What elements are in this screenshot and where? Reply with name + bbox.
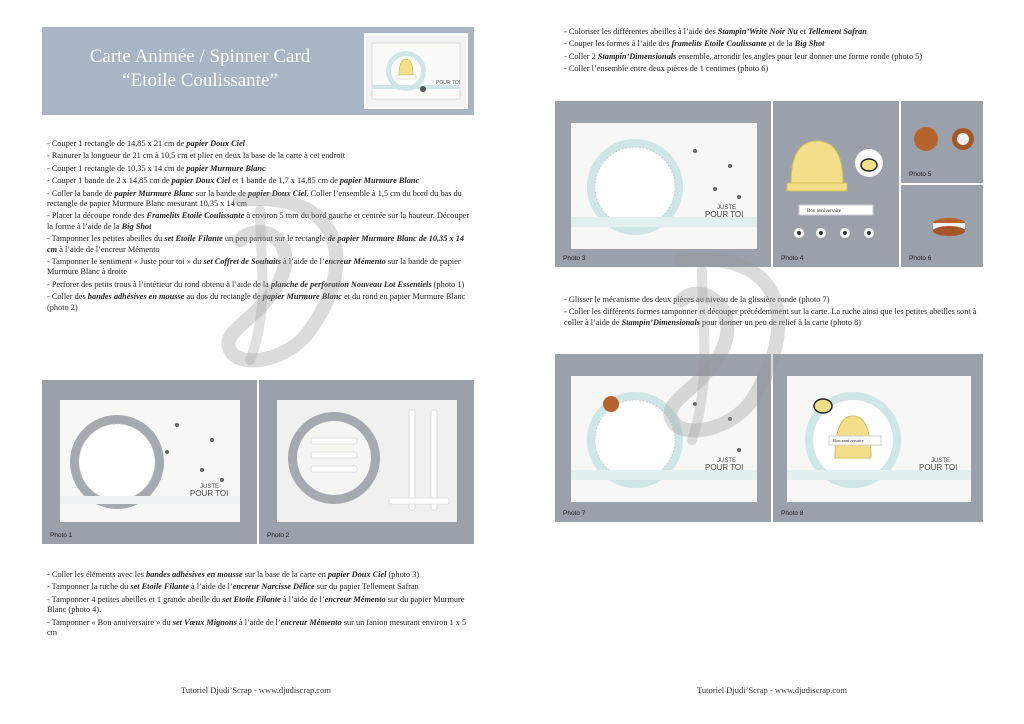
photo-8-caption: Photo 8	[781, 510, 804, 517]
instruction-text: à l’aide de l’	[188, 582, 233, 592]
instruction-emphasis: set Coffret de Souhaits	[203, 257, 281, 267]
instruction-emphasis: set Vœux Mignons	[172, 617, 237, 627]
instruction-emphasis: Big Shot	[121, 221, 152, 231]
instruction-text: sur du papier Tellement Safran	[314, 582, 419, 592]
instruction-text: - Tamponner la ruche du	[47, 582, 131, 592]
instruction-text: sur la base de la carte en	[242, 570, 328, 579]
instruction-text: et du rond en papier Murmure Blanc (photo 2)	[47, 292, 466, 312]
instruction-text: - Tamponner 4 petites abeilles et 1 grande abeille du	[47, 594, 223, 604]
photo-6	[901, 185, 983, 267]
instruction-item	[47, 618, 473, 639]
instruction-item	[47, 280, 473, 290]
instruction-text: et	[797, 27, 808, 36]
instruction-text: - Tamponner les petites abeilles du	[47, 234, 165, 244]
instruction-emphasis: encreur Mémento	[324, 594, 386, 604]
header-card-thumbnail	[364, 33, 468, 109]
instruction-text: (photo 3)	[386, 570, 420, 579]
svg-text:POUR TOI: POUR TOI	[436, 80, 460, 86]
instruction-item	[564, 307, 994, 328]
instruction-item	[47, 211, 473, 232]
instruction-text: à environ 5 mm du bord gauche et centrée sur la hauteur. Découper la forme à l’aide de la	[47, 211, 470, 231]
instruction-text: à l’aide de l’encreur Mémento	[57, 244, 160, 254]
instruction-emphasis: bandes adhésives en mousse	[146, 570, 243, 579]
photo-8	[773, 354, 983, 522]
instruction-item	[47, 292, 473, 313]
instruction-emphasis: Big Shot	[794, 39, 825, 49]
photo-7-caption: Photo 7	[563, 510, 586, 517]
instruction-text: - Coloriser les différentes abeilles à l’aide des	[564, 27, 718, 36]
instruction-emphasis: bandes adhésives en mousse	[87, 292, 185, 302]
instruction-text: - Rainurer la longueur de 21 cm à 10,5 cm et plier en deux la base de la carte à cet endroit	[47, 151, 346, 161]
instruction-item	[47, 595, 473, 616]
instruction-text: - Couper 1 rectangle de 14,85 x 21 cm de	[47, 139, 187, 148]
instruction-emphasis: Framelits Etoile Coulissante	[146, 211, 245, 221]
photo-8-text-pour-toi: POUR TOI	[919, 463, 958, 472]
instruction-item	[47, 164, 473, 174]
instruction-text: - Coller 2	[564, 51, 598, 61]
instruction-text: et de la	[766, 39, 795, 49]
instruction-item	[47, 151, 473, 161]
instruction-text: un peu partout sur le rectangle	[222, 234, 328, 244]
instruction-item	[47, 234, 473, 255]
instruction-text: - Coller des	[47, 292, 88, 302]
instruction-emphasis: papier Doux Ciel	[186, 139, 245, 148]
photo-1-caption: Photo 1	[50, 532, 73, 539]
instruction-emphasis: planche de perforation Nouveau Lot Essentiels	[270, 279, 432, 289]
photo-3-text-pour-toi: POUR TOI	[705, 210, 744, 219]
instruction-text: sur la bande de papier Murmure Blanc à droite	[47, 257, 461, 277]
instruction-text: (photo 1)	[431, 279, 465, 289]
photo-1	[42, 380, 257, 544]
photo-7	[555, 354, 771, 522]
instruction-emphasis: papier Murmure Blanc	[262, 292, 343, 302]
instruction-text: - Couper les formes à l’aide des	[564, 39, 672, 49]
instruction-item	[47, 176, 473, 186]
instruction-emphasis: papier Doux Ciel	[247, 188, 307, 198]
instructions-list-4	[564, 295, 994, 330]
instruction-item	[47, 257, 473, 278]
photo-6-caption: Photo 6	[909, 255, 932, 262]
photo-3-text-juste: JUSTE	[717, 205, 737, 211]
instruction-text: - Placer la découpe ronde des	[47, 211, 147, 221]
title-line-1: Carte Animée / Spinner Card	[89, 46, 311, 67]
title-line-2: “Etoile Coulissante”	[122, 70, 278, 91]
instruction-item	[564, 52, 994, 62]
photo-7-text-pour-toi: POUR TOI	[705, 463, 744, 472]
instruction-emphasis: set Etoile Filante	[130, 582, 189, 592]
instruction-text: sur la bande de	[193, 188, 248, 198]
instruction-text: pour donner un peu de relief à la carte (photo 8)	[699, 317, 862, 327]
instruction-text: - Perforer des petits trous à l’intérieur du rond obtenu à l’aide de la	[47, 279, 271, 289]
photo-2	[259, 380, 474, 544]
instruction-emphasis: Stampin’Dimensionals	[597, 51, 677, 61]
photo-7-text-juste: JUSTE	[717, 458, 737, 464]
instruction-text: - Coller la bande de	[47, 188, 115, 198]
instruction-text: - Coller les différents formes tamponner et découper précédemment sur la carte. La ruche ainsi que les petites abeilles sont à coller à l’aide de	[564, 307, 977, 327]
photo-5-caption: Photo 5	[909, 171, 932, 178]
instruction-emphasis: papier Murmure Blanc	[339, 176, 420, 186]
instruction-emphasis: encreur Mémento	[324, 257, 386, 267]
instruction-text: - Couper 1 bande de 2 x 14,85 cm de	[47, 176, 172, 186]
instruction-item	[47, 189, 473, 210]
instruction-text: - Coller l’ensemble entre deux pièces de 1 centimes (photo 6)	[564, 64, 769, 74]
photo-1-text-pour-toi: POUR TOI	[190, 489, 229, 498]
instruction-item	[47, 139, 473, 149]
photo-2-caption: Photo 2	[267, 532, 290, 539]
right-page	[512, 0, 1024, 724]
instruction-item	[564, 64, 994, 74]
instruction-text: au dos du rectangle de	[184, 292, 263, 302]
photo-5	[901, 101, 983, 183]
photo-8-text-juste: JUSTE	[931, 458, 951, 464]
instruction-text: - Couper 1 rectangle de 10,35 x 14 cm de	[47, 163, 187, 173]
photo-4-text-bon-anniversaire: Bon anniversaire	[807, 209, 842, 214]
page-title	[50, 45, 350, 93]
photo-1-text-juste: JUSTE	[200, 484, 220, 490]
instruction-text: - Coller les éléments avec les	[47, 570, 147, 579]
photo-8-text-bon-anniversaire: Bon anniversaire	[833, 438, 864, 443]
instruction-item	[47, 582, 473, 592]
footer-right: Tutoriel Djudi’Scrap - www.djudiscrap.com	[697, 685, 847, 695]
photo-4-caption: Photo 4	[781, 255, 804, 262]
instruction-text: à l’aide de l’	[280, 257, 325, 267]
instruction-text: - Glisser le mécanisme des deux pièces au niveau de la glissière ronde (photo 7)	[564, 295, 830, 304]
instruction-text: à l’aide de l’	[236, 617, 281, 627]
instruction-item	[564, 39, 994, 49]
photo-4	[773, 101, 899, 267]
instruction-emphasis: papier Murmure Blanc	[186, 163, 266, 173]
instruction-emphasis: papier Murmure Blanc	[114, 188, 194, 198]
instructions-list-2	[47, 570, 473, 640]
instruction-emphasis: set Etoile Filante	[222, 594, 281, 604]
instruction-emphasis: framelits Etoile Coulissante	[671, 39, 767, 49]
instruction-emphasis: encreur Narcisse Délice	[232, 582, 315, 592]
instruction-emphasis: Tellement Safran	[807, 27, 867, 36]
instruction-text: et 1 bande de 1,7 x 14,85 cm de	[230, 176, 340, 186]
instruction-item	[564, 295, 994, 305]
footer-left: Tutoriel Djudi’Scrap - www.djudiscrap.com	[181, 685, 331, 695]
instruction-text: à l’aide de l’	[280, 594, 325, 604]
instructions-list-3	[564, 27, 994, 77]
instruction-text: - Tamponner le sentiment « Juste pour toi » du	[47, 257, 204, 267]
instruction-emphasis: encreur Mémento	[280, 617, 342, 627]
instruction-emphasis: Stampin’Dimensionals	[621, 317, 700, 327]
instructions-list-1	[47, 139, 473, 315]
instruction-emphasis: set Etoile Filante	[164, 234, 223, 244]
photo-3-caption: Photo 3	[563, 255, 586, 262]
instruction-emphasis: papier Doux Ciel	[171, 176, 231, 186]
instruction-item	[564, 27, 994, 37]
instruction-text: ensemble, arrondir les angles pour leur donner une forme ronde (photo 5)	[676, 51, 923, 61]
instruction-text: sur un fanion mesurant environ 1 x 5 cm	[47, 617, 467, 638]
instruction-emphasis: de papier Murmure Blanc de 10,35 x 14 cm	[47, 234, 465, 254]
instruction-emphasis: papier Doux Ciel	[327, 570, 387, 579]
title-banner	[42, 27, 474, 115]
instruction-text: - Tamponner « Bon anniversaire » du	[47, 617, 173, 627]
photo-3	[555, 101, 771, 267]
instruction-text: sur du papier Murmure Blanc (photo 4).	[47, 594, 465, 615]
instruction-text: . Coller l’ensemble à 1,5 cm du bord du bas du rectangle de papier Murmure Blanc mesurant 10,35 x 14 cm	[47, 188, 462, 209]
instruction-emphasis: Stampin’Write Noir Nu	[717, 27, 798, 36]
instruction-item	[47, 570, 473, 580]
